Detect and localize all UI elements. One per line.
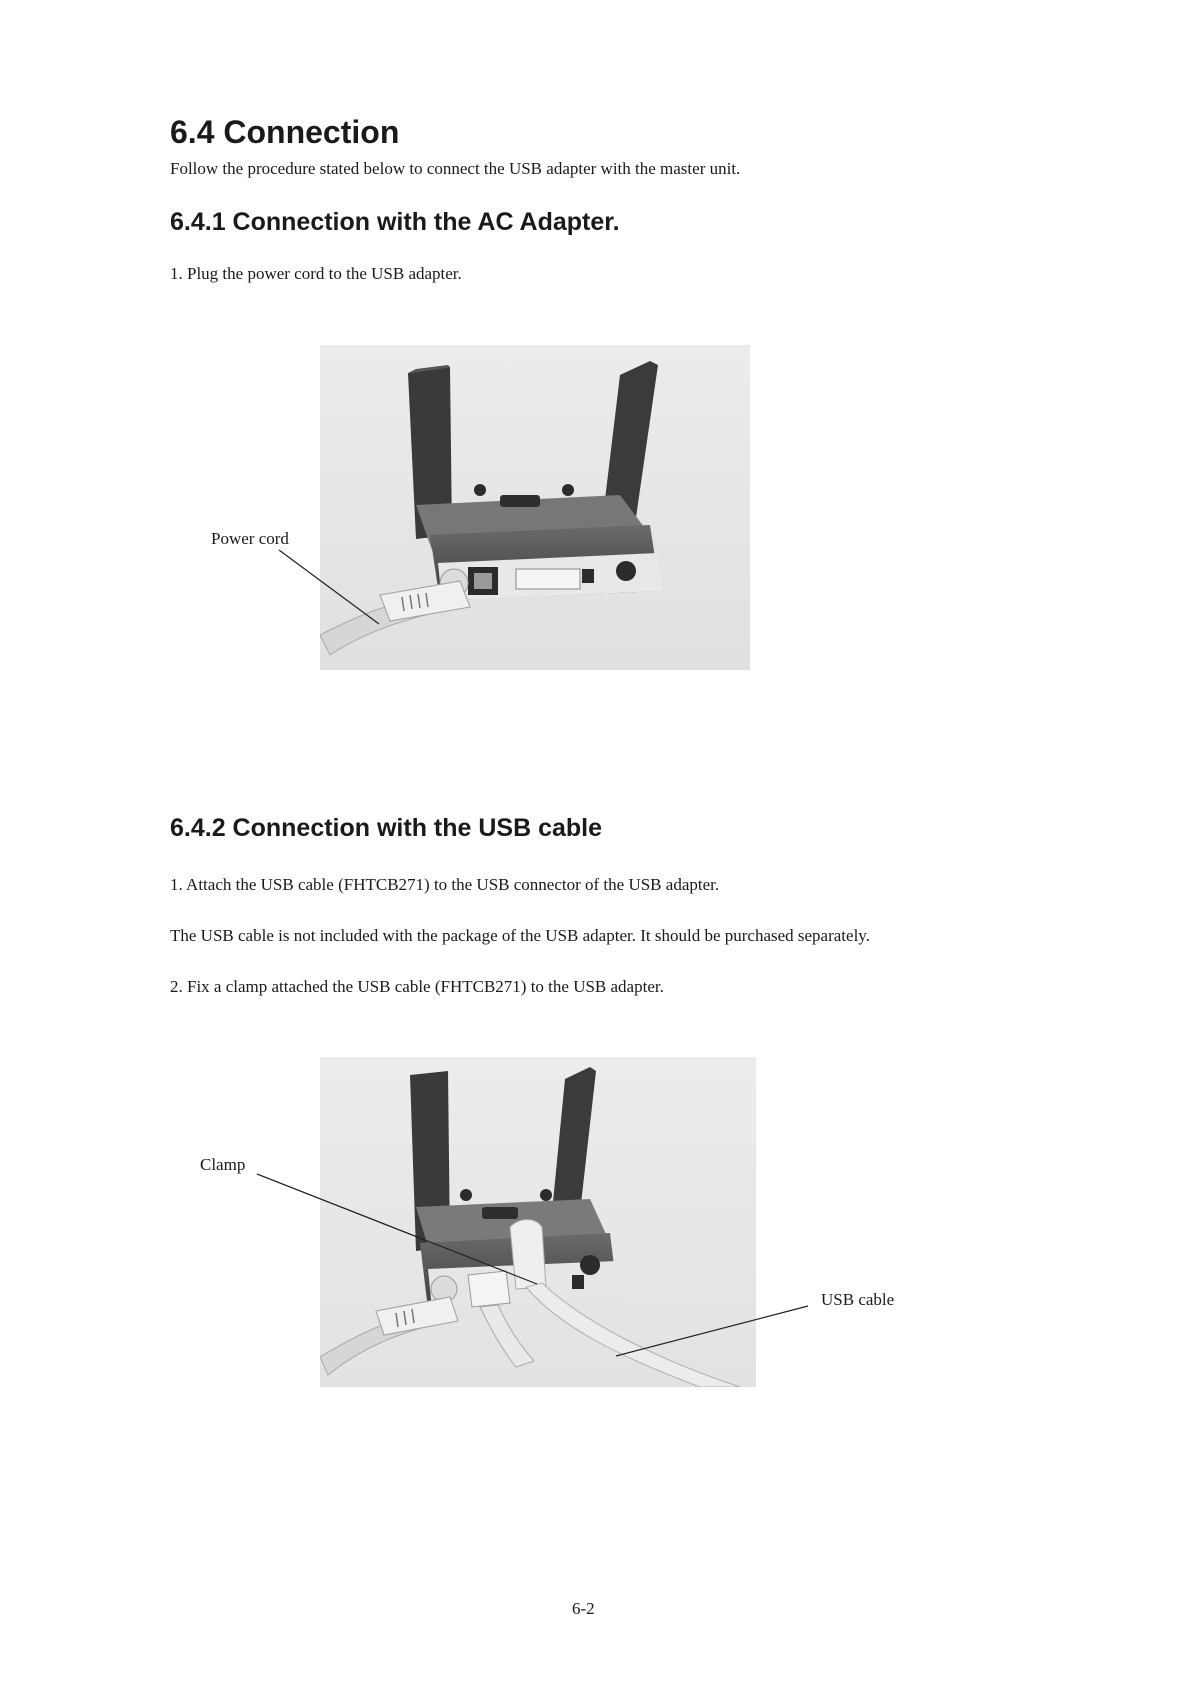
step-plug-power-cord: 1. Plug the power cord to the USB adapter.: [170, 264, 462, 283]
section-title: 6.4 Connection: [170, 114, 400, 150]
label-clamp: Clamp: [200, 1155, 246, 1174]
subsection-title-usb-cable: 6.4.2 Connection with the USB cable: [170, 814, 603, 842]
step-attach-usb-cable: 1. Attach the USB cable (FHTCB271) to the USB connector of the USB adapter.: [170, 875, 720, 894]
leader-line-power-cord: [275, 548, 385, 628]
section-intro: Follow the procedure stated below to connect the USB adapter with the master unit.: [170, 159, 741, 178]
leader-line-usb-cable: [612, 1302, 812, 1362]
step-fix-clamp: 2. Fix a clamp attached the USB cable (FHTCB271) to the USB adapter.: [170, 977, 664, 996]
label-usb-cable: USB cable: [821, 1290, 895, 1309]
leader-lines-clamp: [255, 1172, 545, 1292]
note-cable-not-included: The USB cable is not included with the package of the USB adapter. It should be purchased separately.: [170, 926, 870, 945]
subsection-title-ac-adapter: 6.4.1 Connection with the AC Adapter.: [170, 208, 620, 236]
page-number: 6-2: [572, 1599, 595, 1618]
label-power-cord: Power cord: [211, 529, 289, 548]
